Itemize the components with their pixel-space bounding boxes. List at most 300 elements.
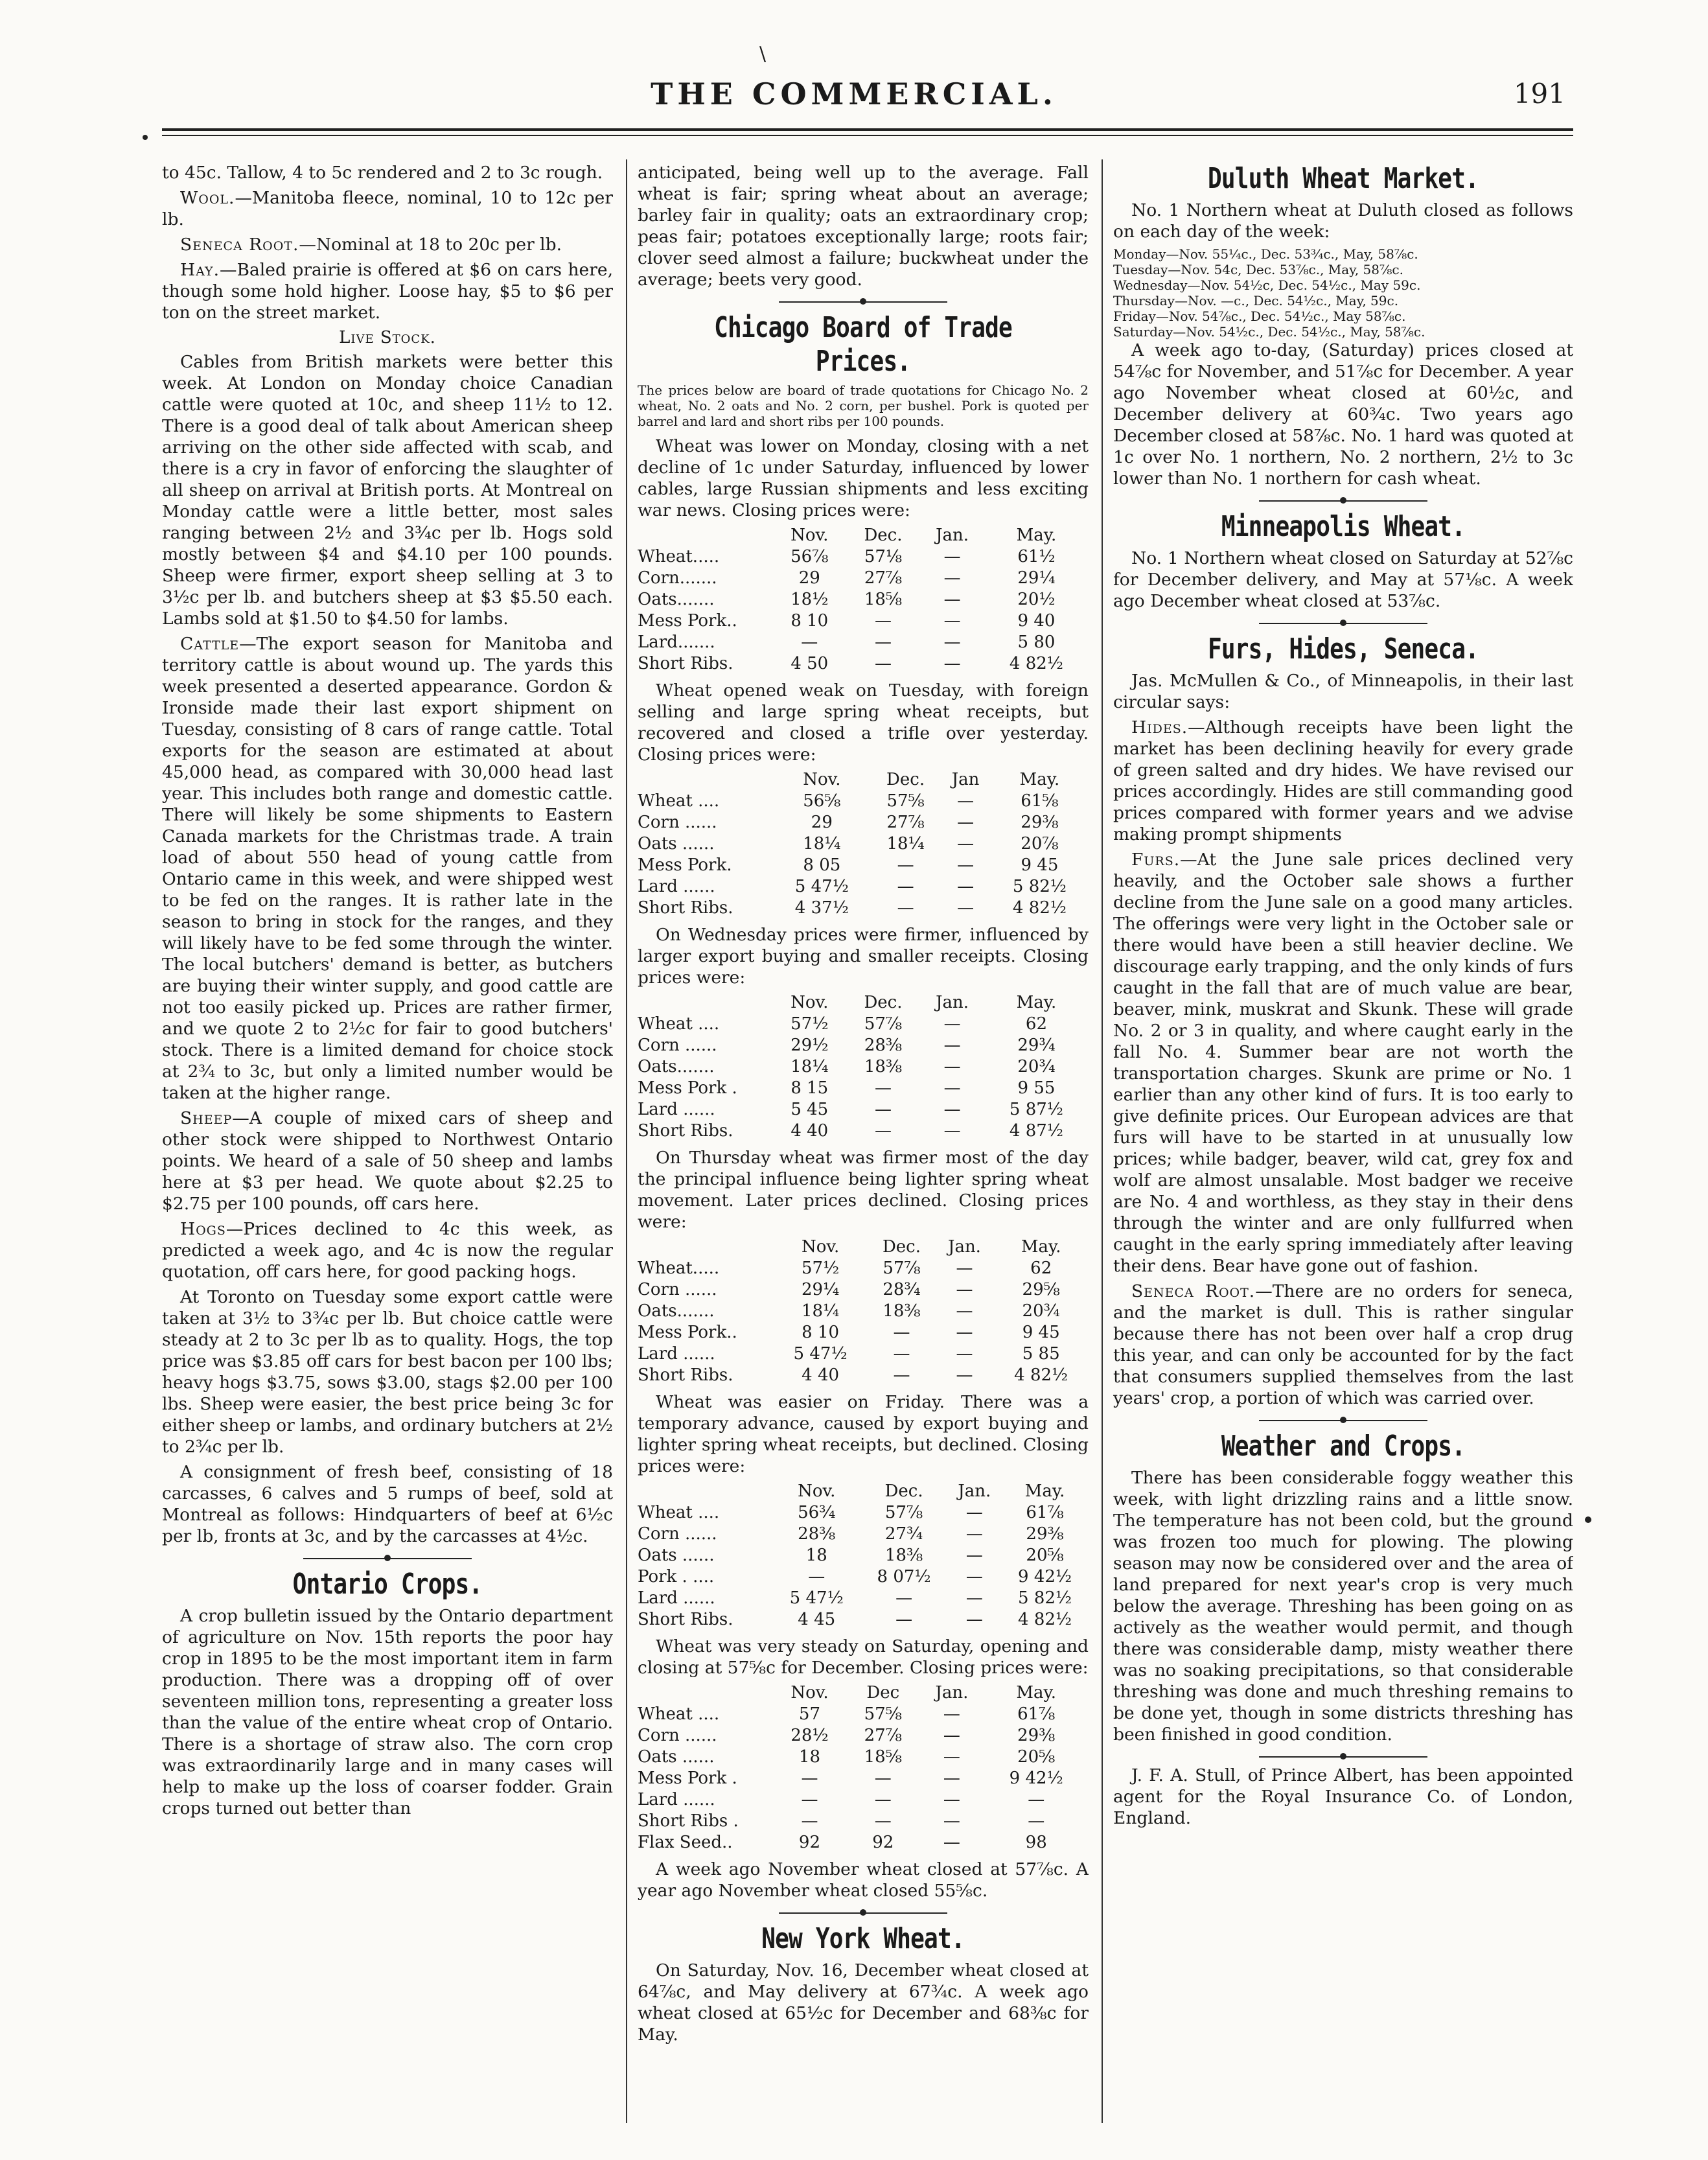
price-cell: 92 xyxy=(872,1833,894,1852)
price-table-wednesday xyxy=(638,992,1089,1142)
price-table-saturday xyxy=(638,1682,1089,1853)
price-cell: — xyxy=(801,1811,818,1831)
table-row xyxy=(638,1545,1089,1566)
paragraph: A consignment of fresh beef, consisting of 18 carcasses, 6 calves and 5 rumps of beef, sold at Montreal as follows: Hindquarters of beef at 6½c per lb, fronts at 3c, and by the carcasses at 4½c. xyxy=(162,1462,613,1546)
table-header-row xyxy=(638,1237,1089,1258)
price-table-friday xyxy=(638,1481,1089,1631)
price-cell: 18⅜ xyxy=(884,1546,923,1565)
heading-chicago: Chicago Board of Trade Prices. xyxy=(714,311,1012,378)
table-header-row xyxy=(638,769,1089,791)
price-cell: 29¼ xyxy=(1017,568,1056,588)
price-cell: — xyxy=(943,568,961,588)
table-row xyxy=(638,1121,1089,1142)
price-cell: 29¼ xyxy=(801,1280,840,1299)
price-cell: 9 40 xyxy=(1017,611,1056,631)
price-cell: 20¾ xyxy=(1022,1301,1060,1321)
header-cell xyxy=(638,1682,773,1704)
table-row xyxy=(638,1588,1089,1609)
price-cell: 98 xyxy=(1025,1833,1047,1852)
commodity-label: Oats....... xyxy=(638,590,715,609)
header-cell: Jan. xyxy=(948,1237,981,1257)
margin-dot xyxy=(1585,1516,1591,1523)
commodity-label: Wheat .... xyxy=(638,1503,720,1522)
paragraph: No. 1 Northern wheat closed on Saturday at 52⅞c for December delivery, and May at 57⅛c. A week ago December wheat closed at 53⅞c. xyxy=(1113,548,1573,611)
price-cell: 57⅝ xyxy=(864,1704,902,1724)
price-cell: 57⅝ xyxy=(886,791,925,811)
price-cell: 4 40 xyxy=(802,1365,840,1385)
commodity-label: Oats ...... xyxy=(638,1747,715,1767)
commodity-label: Oats....... xyxy=(638,1057,715,1076)
heading-new-york: New York Wheat. xyxy=(761,1922,965,1955)
paragraph: A week ago to-day, (Saturday) prices closed at 54⅞c for November, and 51⅞c for December. A year ago November wheat closed at 60½c, and December delivery at 60¾c. Two years ago December closed at 58⅞c. No. 1 hard was quoted at 1c over No. 1 northern, No. 2 northern, 2½ to 3c lower than No. 1 northern for cash wheat. xyxy=(1113,340,1573,489)
price-cell: 56⅞ xyxy=(791,547,829,566)
price-cell: 61⅝ xyxy=(1021,791,1059,811)
price-cell: — xyxy=(1028,1811,1045,1831)
section-separator xyxy=(638,1909,1089,1917)
price-cell: 18⅝ xyxy=(864,590,903,609)
price-cell: 18 xyxy=(798,1747,820,1767)
price-cell: — xyxy=(801,1769,818,1788)
header-cell: Jan. xyxy=(958,1481,991,1501)
price-cell: 29⅜ xyxy=(1017,1726,1056,1745)
label: Furs. xyxy=(1131,850,1181,870)
price-cell: — xyxy=(956,1365,973,1385)
price-cell: 4 50 xyxy=(791,654,829,673)
table-row xyxy=(638,855,1089,876)
header-cell: Dec. xyxy=(886,770,925,789)
header-cell: Jan. xyxy=(936,526,969,545)
table-header-row xyxy=(638,525,1089,546)
price-cell: 4 82½ xyxy=(1012,898,1067,918)
text: —Nominal at 18 to 20c per lb. xyxy=(299,235,562,255)
paragraph: On Wednesday prices were firmer, influenced by larger export buying and smaller receipts. Closing prices were: xyxy=(638,925,1089,988)
price-cell: 62 xyxy=(1025,1014,1047,1034)
price-cell: 8 10 xyxy=(802,1323,840,1342)
price-cell: — xyxy=(874,1769,892,1788)
price-cell: — xyxy=(943,654,961,673)
price-cell: 20⅝ xyxy=(1026,1546,1064,1565)
price-cell: 20¾ xyxy=(1017,1057,1056,1076)
price-cell: 5 87½ xyxy=(1009,1100,1063,1119)
paragraph: At Toronto on Tuesday some export cattle were taken at 3½ to 3¾c per lb. But choice cattle were steady at 2 to 3c per lb as to quality. Hogs, the top price was $3.85 off cars for best bacon per 100 lbs; heavy hogs $3.75, sows $3.00, stags $2.00 per 100 lbs. Sheep were easier, the best price being 3c for either sheep or lambs, and ordinary butchers at 2½ to 2¾c per lb. xyxy=(162,1287,613,1457)
header-cell: Nov. xyxy=(791,993,829,1012)
paragraph-seneca xyxy=(1113,1281,1573,1409)
price-cell: 20½ xyxy=(1017,590,1056,609)
commodity-label: Pork . .... xyxy=(638,1567,715,1586)
paragraph: Wheat was very steady on Saturday, opening and closing at 57⅝c for December. Closing prices were: xyxy=(638,1636,1089,1678)
paragraph-hides xyxy=(1113,717,1573,845)
newspaper-title: THE COMMERCIAL. xyxy=(651,76,1057,111)
commodity-label: Corn ...... xyxy=(638,1036,717,1055)
price-cell: — xyxy=(943,1811,960,1831)
text: —The export season for Manitoba and territory cattle is about wound up. The yards this week presented a deserted appearance. Gordon & Ironside made their last export shipment on Tuesday, consisting of 8 cars of range cattle. Total exports for the season are estimated at about 45,000 head, as compared with 30,000 head last year. This includes both range and domestic cattle. There will likely be some shipments to Eastern Canada markets for the Christmas trade. A train load of about 550 head of young cattle from Ontario came in this week, and were shipped west to be fed on the ranges. It is rather late in the season to bring in stock for the ranges, and they will likely have to be fed some through the winter. The local butchers' demand is better, as butchers are buying their winter supply, and good cattle are not too easily picked up. Prices are rather firmer, and we quote 2 to 2½c for fair to good butchers' stock. There is a limited demand for choice stock at 2¾ to 3c, but only a limited number would be taken at the higher range. xyxy=(162,634,613,1103)
price-cell: — xyxy=(874,633,892,652)
text: —Baled prairie is offered at $6 on cars here, though some hold higher. Loose hay, $5 to $6 per ton on the street market. xyxy=(162,260,613,323)
table-row xyxy=(638,1524,1089,1545)
text: —There are no orders for seneca, and the market is dull. This is rather singular because there has not been over half a crop drug this year, and can only be accounted for by the fact that consumers supplied themselves from the last years' crop, a portion of which was carried over. xyxy=(1113,1281,1573,1408)
header-cell xyxy=(638,1481,773,1502)
price-cell: 5 45 xyxy=(791,1100,829,1119)
header-cell: Jan. xyxy=(936,993,969,1012)
paragraph: Jas. McMullen & Co., of Minneapolis, in their last circular says: xyxy=(1113,671,1573,712)
price-cell: — xyxy=(801,633,818,652)
subheading-live-stock: Live Stock. xyxy=(339,328,436,347)
column-1 xyxy=(162,162,613,2119)
commodity-label: Wheat .... xyxy=(638,791,720,811)
price-cell: 4 40 xyxy=(791,1121,829,1141)
label: Hogs xyxy=(180,1219,226,1239)
price-cell: — xyxy=(956,1323,973,1342)
price-cell: — xyxy=(965,1610,983,1629)
price-cell: — xyxy=(895,1588,913,1608)
text: —A couple of mixed cars of sheep and other stock were shipped to Northwest Ontario points. We heard of a sale of 50 sheep and lambs here at $3 per head. We quote about $2.25 to $2.75 per 100 pounds, off cars here. xyxy=(162,1108,613,1214)
price-cell: 9 45 xyxy=(1021,855,1059,875)
price-cell: 8 05 xyxy=(803,855,841,875)
duluth-price-line: Monday—Nov. 55¼c., Dec. 53¾c., May, 58⅞c. xyxy=(1113,246,1418,262)
price-cell: — xyxy=(965,1524,983,1544)
price-cell: — xyxy=(897,877,914,896)
table-row xyxy=(638,589,1089,610)
price-cell: — xyxy=(957,877,975,896)
price-cell: — xyxy=(943,590,961,609)
table-row xyxy=(638,1035,1089,1056)
price-cell: — xyxy=(943,611,961,631)
paragraph: J. F. A. Stull, of Prince Albert, has been appointed agent for the Royal Insurance Co. of London, England. xyxy=(1113,1765,1573,1828)
commodity-label: Mess Pork. xyxy=(638,855,732,875)
table-row xyxy=(638,632,1089,653)
commodity-label: Lard....... xyxy=(638,633,715,652)
table-row xyxy=(638,898,1089,919)
column-rule-1 xyxy=(626,159,627,2123)
price-cell: 8 15 xyxy=(791,1078,829,1098)
heading-duluth: Duluth Wheat Market. xyxy=(1207,162,1479,195)
price-cell: — xyxy=(956,1280,973,1299)
price-cell: — xyxy=(874,1790,892,1809)
price-cell: — xyxy=(943,1769,960,1788)
price-cell: — xyxy=(956,1301,973,1321)
header-cell: May. xyxy=(1016,526,1057,545)
price-cell: — xyxy=(943,1057,961,1076)
commodity-label: Short Ribs. xyxy=(638,1610,733,1629)
price-table-monday xyxy=(638,525,1089,675)
text: —Prices declined to 4c this week, as predicted a week ago, and 4c is now the regular quotation, off cars here, for good packing hogs. xyxy=(162,1219,613,1282)
price-cell: — xyxy=(897,855,914,875)
price-cell: 62 xyxy=(1030,1259,1052,1278)
commodity-label: Lard ...... xyxy=(638,1588,715,1608)
paragraph: A week ago November wheat closed at 57⅞c. A year ago November wheat closed 55⅝c. xyxy=(638,1859,1089,1901)
table-row xyxy=(638,1078,1089,1099)
paragraph: Wheat was lower on Monday, closing with a net decline of 1c under Saturday, influenced by lower cables, large Russian shipments and less exciting war news. Closing prices were: xyxy=(638,436,1089,520)
price-cell: — xyxy=(874,1811,892,1831)
price-cell: 9 42½ xyxy=(1009,1769,1063,1788)
header-cell: Nov. xyxy=(801,1237,840,1257)
price-cell: 92 xyxy=(798,1833,820,1852)
header-cell: May. xyxy=(1016,1683,1057,1702)
paragraph: On Thursday wheat was firmer most of the day the principal influence being lighter spring wheat movement. Later prices declined. Closing prices were: xyxy=(638,1148,1089,1232)
price-cell: 27⅞ xyxy=(864,1726,902,1745)
commodity-label: Short Ribs. xyxy=(638,1365,733,1385)
section-separator xyxy=(1113,620,1573,627)
price-cell: 57½ xyxy=(801,1259,840,1278)
section-separator xyxy=(638,298,1089,306)
price-cell: — xyxy=(801,1790,818,1809)
price-cell: — xyxy=(943,1100,961,1119)
commodity-label: Lard ...... xyxy=(638,1790,715,1809)
header-cell xyxy=(638,769,773,791)
table-header-row xyxy=(638,1682,1089,1704)
price-cell: 5 82½ xyxy=(1018,1588,1072,1608)
label: Cattle xyxy=(180,634,240,654)
price-cell: — xyxy=(943,1833,960,1852)
table-row xyxy=(638,653,1089,675)
duluth-price-line: Friday—Nov. 54⅞c., Dec. 54½c., May 58⅞c. xyxy=(1113,308,1406,324)
paragraph: A crop bulletin issued by the Ontario department of agriculture on Nov. 15th reports the poor hay crop in 1895 to be the most important item in farm production. There was a dropping off of over seventeen million tons, representing a greater loss than the value of the entire wheat crop of Ontario. There is a shortage of straw also. The corn crop was extraordinarily large and in many cases will help to make up the loss of coarser fodder. Grain crops turned out better than xyxy=(162,1606,613,1818)
commodity-label: Short Ribs. xyxy=(638,1121,733,1141)
price-cell: 18⅜ xyxy=(883,1301,921,1321)
header-cell: Nov. xyxy=(791,526,829,545)
price-cell: — xyxy=(943,1078,961,1098)
column-3 xyxy=(1113,162,1573,2119)
price-cell: — xyxy=(965,1503,983,1522)
price-cell: — xyxy=(943,1121,961,1141)
text: —Although receipts have been light the market has been declining heavily for every grade of green salted and dry hides. We have revised our prices accordingly. Hides are still commanding good prices compared with former years and we advise making prompt shipments xyxy=(1113,717,1573,844)
paragraph: No. 1 Northern wheat at Duluth closed as follows on each day of the week: xyxy=(1113,200,1573,242)
price-cell: — xyxy=(965,1546,983,1565)
paragraph: Wheat was easier on Friday. There was a temporary advance, caused by export buying and lighter spring wheat receipts, but declined. Closing prices were: xyxy=(638,1392,1089,1476)
price-cell: 18¼ xyxy=(886,834,925,854)
price-cell: 28⅜ xyxy=(798,1524,836,1544)
price-cell: 29⅜ xyxy=(1021,813,1059,832)
price-cell: — xyxy=(893,1344,910,1364)
price-cell: 9 42½ xyxy=(1018,1567,1072,1586)
price-cell: — xyxy=(957,898,975,918)
duluth-price-line: Saturday—Nov. 54½c., Dec. 54½c., May, 58⅞c. xyxy=(1113,324,1425,340)
table-row xyxy=(638,1811,1089,1832)
price-cell: 29⅝ xyxy=(1022,1280,1060,1299)
duluth-price-line: Thursday—Nov. —c., Dec. 54½c., May, 59c. xyxy=(1113,293,1399,308)
price-cell: — xyxy=(956,1344,973,1364)
price-cell: — xyxy=(874,1078,892,1098)
price-cell: 18½ xyxy=(791,590,829,609)
commodity-label: Flax Seed.. xyxy=(638,1833,733,1852)
table-row xyxy=(638,1502,1089,1524)
commodity-label: Wheat .... xyxy=(638,1014,720,1034)
table-row xyxy=(638,1609,1089,1631)
price-cell: 4 82½ xyxy=(1009,654,1063,673)
margin-dot xyxy=(143,135,148,140)
price-cell: 57⅞ xyxy=(884,1503,923,1522)
chicago-note: The prices below are board of trade quotations for Chicago No. 2 wheat, No. 2 oats and No. 2 corn, per bushel. Pork is quoted per barrel and lard and short ribs per 100 pounds. xyxy=(638,382,1089,429)
paragraph: anticipated, being well up to the average. Fall wheat is fair; spring wheat about an average; barley fair in quality; oats an extraordinary crop; peas fair; potatoes exceptionally large; roots fair; clover seed almost a failure; buckwheat under the average; beets very good. xyxy=(638,163,1089,290)
commodity-label: Lard ...... xyxy=(638,1100,715,1119)
table-row xyxy=(638,610,1089,632)
heading-furs: Furs, Hides, Seneca. xyxy=(1207,633,1479,666)
price-cell: 5 47½ xyxy=(789,1588,844,1608)
price-cell: — xyxy=(943,1014,961,1034)
price-cell: 5 82½ xyxy=(1012,877,1067,896)
commodity-label: Mess Pork.. xyxy=(638,611,737,631)
paragraph-seneca xyxy=(162,234,613,255)
commodity-label: Oats ...... xyxy=(638,834,715,854)
paragraph-furs xyxy=(1113,849,1573,1277)
price-cell: — xyxy=(957,813,975,832)
price-cell: 57⅛ xyxy=(864,547,903,566)
table-row xyxy=(638,833,1089,855)
price-cell: 27⅞ xyxy=(886,813,925,832)
label: Seneca Root. xyxy=(1131,1281,1256,1301)
price-table-thursday xyxy=(638,1237,1089,1386)
price-cell: — xyxy=(956,1259,973,1278)
price-cell: 61½ xyxy=(1017,547,1056,566)
paragraph-hogs xyxy=(162,1218,613,1283)
table-row xyxy=(638,1014,1089,1035)
label: Wool. xyxy=(180,188,235,208)
price-cell: — xyxy=(943,1747,960,1767)
price-cell: — xyxy=(893,1365,910,1385)
price-cell: 8 10 xyxy=(791,611,829,631)
paragraph: Wheat opened weak on Tuesday, with foreign selling and large spring wheat receipts, but recovered and closed a trifle over yesterday. Closing prices were: xyxy=(638,680,1089,765)
price-cell: 28½ xyxy=(791,1726,829,1745)
price-cell: 27⅞ xyxy=(864,568,903,588)
header-cell: Jan xyxy=(951,770,980,789)
commodity-label: Short Ribs . xyxy=(638,1811,739,1831)
header-cell: May. xyxy=(1016,993,1057,1012)
commodity-label: Lard ...... xyxy=(638,1344,715,1364)
price-cell: — xyxy=(943,1790,960,1809)
table-row xyxy=(638,1279,1089,1301)
price-cell: 5 80 xyxy=(1017,633,1056,652)
commodity-label: Mess Pork . xyxy=(638,1769,737,1788)
price-cell: 29 xyxy=(798,568,820,588)
margin-mark: \ xyxy=(759,43,767,65)
price-cell: 18¼ xyxy=(803,834,841,854)
paragraph: Cables from British markets were better this week. At London on Monday choice Canadian cattle were quoted at 10c, and sheep 11½ to 12. There is a good deal of talk about American sheep arriving on the other side affected with scab, and there is a cry in favor of enforcing the slaughter of all sheep on arrival at British ports. At Montreal on Monday cattle were a little better, most sales ranging between 2½ and 3¾c per lb. Hogs sold mostly between $4 and $4.10 per 100 pounds. Sheep were firmer, export sheep selling at 3 to 3½c per lb. and butchers sheep at $3 $5.50 each. Lambs sold at $1.50 to $4.50 for lambs. xyxy=(162,352,613,629)
price-cell: 4 37½ xyxy=(794,898,849,918)
price-cell: 18⅝ xyxy=(864,1747,902,1767)
table-row xyxy=(638,568,1089,589)
table-row xyxy=(638,1768,1089,1789)
price-cell: 4 82½ xyxy=(1014,1365,1068,1385)
commodity-label: Corn ...... xyxy=(638,813,717,832)
price-cell: 29 xyxy=(811,813,833,832)
price-cell: — xyxy=(943,1036,961,1055)
heading-minneapolis: Minneapolis Wheat. xyxy=(1221,510,1466,543)
paragraph: On Saturday, Nov. 16, December wheat closed at 64⅞c, and May delivery at 67¾c. A week ago wheat closed at 65½c for December and 68⅜c for May. xyxy=(638,1960,1089,2045)
masthead xyxy=(0,76,1708,115)
price-cell: — xyxy=(1028,1790,1045,1809)
price-cell: — xyxy=(895,1610,913,1629)
header-cell: May. xyxy=(1019,770,1060,789)
header-rule-top xyxy=(162,128,1573,131)
paragraph: to 45c. Tallow, 4 to 5c rendered and 2 to 3c rough. xyxy=(162,163,603,183)
paragraph-wool xyxy=(162,187,613,230)
price-cell: 20⅞ xyxy=(1021,834,1059,854)
column-2 xyxy=(638,162,1089,2119)
price-cell: 61⅞ xyxy=(1017,1704,1056,1724)
commodity-label: Corn....... xyxy=(638,568,717,588)
section-separator xyxy=(1113,1753,1573,1761)
price-cell: 57⅞ xyxy=(883,1259,921,1278)
table-row xyxy=(638,1365,1089,1386)
table-header-row xyxy=(638,992,1089,1014)
table-row xyxy=(638,1258,1089,1279)
table-row xyxy=(638,1322,1089,1343)
price-cell: 18⅜ xyxy=(864,1057,903,1076)
header-cell: Dec. xyxy=(864,993,903,1012)
commodity-label: Wheat..... xyxy=(638,1259,720,1278)
price-cell: — xyxy=(943,1726,960,1745)
price-cell: 18¼ xyxy=(791,1057,829,1076)
price-cell: 29½ xyxy=(791,1036,829,1055)
price-cell: 18 xyxy=(805,1546,827,1565)
header-cell: Dec. xyxy=(882,1237,921,1257)
table-row xyxy=(638,791,1089,812)
price-cell: 56⅝ xyxy=(803,791,841,811)
paragraph-sheep xyxy=(162,1108,613,1214)
price-cell: — xyxy=(957,791,975,811)
table-row xyxy=(638,1566,1089,1588)
price-cell: 5 47½ xyxy=(794,877,849,896)
price-cell: 8 07½ xyxy=(877,1567,931,1586)
commodity-label: Short Ribs. xyxy=(638,898,733,918)
label: Hides. xyxy=(1131,717,1188,737)
price-cell: 4 87½ xyxy=(1009,1121,1063,1141)
header-cell: May. xyxy=(1024,1481,1065,1501)
price-cell: 4 82½ xyxy=(1018,1610,1072,1629)
heading-weather: Weather and Crops. xyxy=(1221,1430,1466,1463)
header-cell xyxy=(638,1237,773,1258)
price-cell: — xyxy=(874,611,892,631)
page-number: 191 xyxy=(1513,78,1565,110)
price-cell: 18¼ xyxy=(801,1301,840,1321)
header-cell: Nov. xyxy=(791,1683,829,1702)
paragraph-hay xyxy=(162,259,613,323)
commodity-label: Lard ...... xyxy=(638,877,715,896)
price-cell: 56¾ xyxy=(798,1503,836,1522)
price-table-tuesday xyxy=(638,769,1089,919)
price-cell: 28⅜ xyxy=(864,1036,903,1055)
text: —Manitoba fleece, nominal, 10 to 12c per lb. xyxy=(162,188,613,229)
price-cell: — xyxy=(893,1323,910,1342)
price-cell: — xyxy=(874,654,892,673)
price-cell: — xyxy=(874,1121,892,1141)
header-cell: Dec. xyxy=(884,1481,923,1501)
price-cell: 29¾ xyxy=(1017,1036,1056,1055)
price-cell: 20⅝ xyxy=(1017,1747,1056,1767)
duluth-prices xyxy=(1113,246,1573,340)
section-separator xyxy=(1113,1417,1573,1424)
price-cell: — xyxy=(943,547,961,566)
label: Seneca Root. xyxy=(180,235,299,255)
table-row xyxy=(638,546,1089,568)
table-row xyxy=(638,1301,1089,1322)
header-cell xyxy=(638,525,773,546)
commodity-label: Corn ...... xyxy=(638,1524,717,1544)
price-cell: — xyxy=(965,1567,983,1586)
price-cell: 61⅞ xyxy=(1026,1503,1064,1522)
table-row xyxy=(638,812,1089,833)
price-cell: 5 47½ xyxy=(793,1344,848,1364)
header-cell: May. xyxy=(1021,1237,1061,1257)
commodity-label: Wheat .... xyxy=(638,1704,720,1724)
commodity-label: Mess Pork . xyxy=(638,1078,737,1098)
price-cell: 57⅞ xyxy=(864,1014,903,1034)
heading-ontario-crops: Ontario Crops. xyxy=(292,1568,483,1601)
price-cell: — xyxy=(943,633,961,652)
price-cell: 9 55 xyxy=(1017,1078,1056,1098)
table-row xyxy=(638,1789,1089,1811)
paragraph: There has been considerable foggy weather this week, with light drizzling rains and a little snow. The temperature has not been cold, but the ground was frozen too much for plowing. The plowing season may now be considered over and the area of land prepared for next year's crop is very much below the average. Threshing has been going on as actively as the weather would permit, and though there was considerable damp, misty weather there was no soaking precipitations, so that considerable threshing was done and much threshing remains to be done yet, though in some districts threshing has been finished in good condition. xyxy=(1113,1468,1573,1745)
